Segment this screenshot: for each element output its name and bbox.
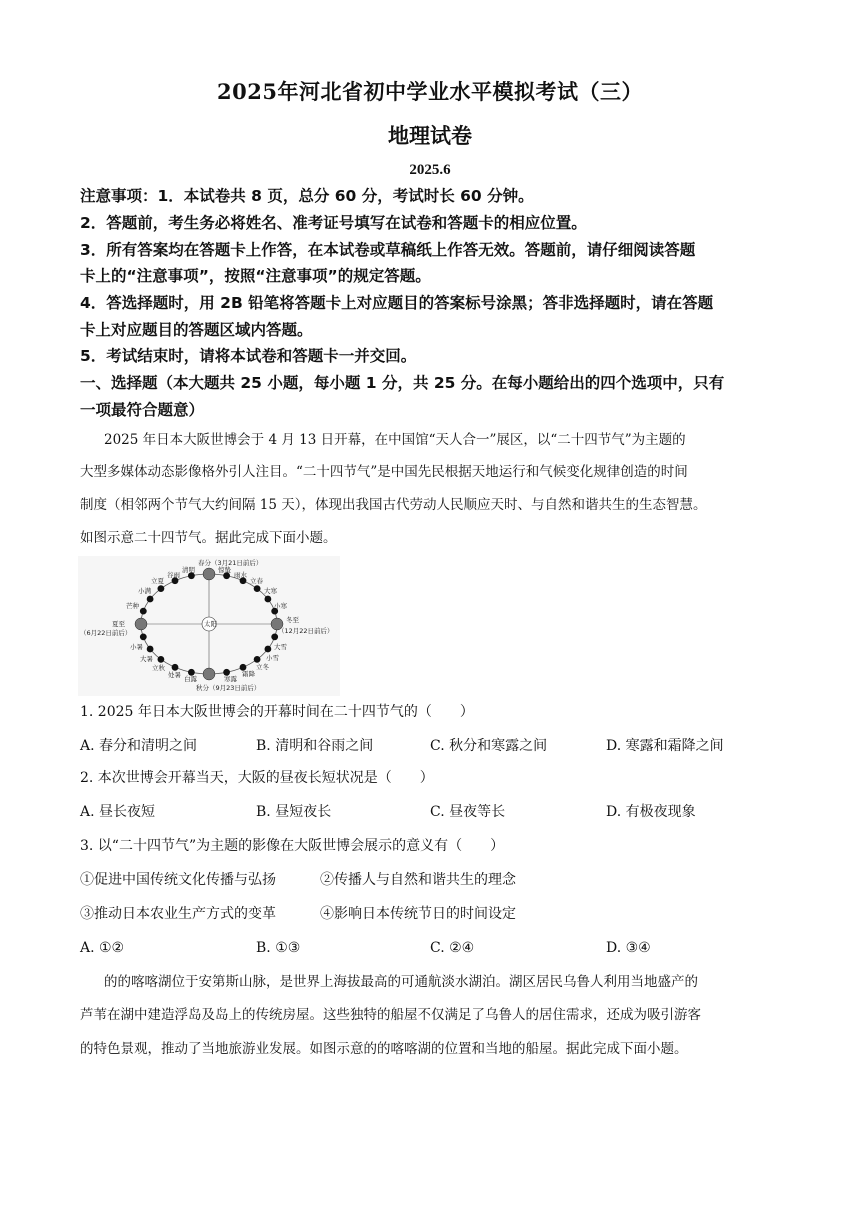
subject-title: 地理试卷 — [388, 123, 472, 148]
earth-chunfen-icon — [203, 568, 215, 580]
note-line: 注意事项：1．本试卷共 8 页，总分 60 分，考试时长 60 分钟。 — [80, 187, 534, 205]
question-1-option-c[interactable]: C. 秋分和寒露之间 — [430, 738, 548, 754]
passage-line: 的的喀喀湖位于安第斯山脉，是世界上海拔最高的可通航淡水湖泊。湖区居民乌鲁人利用当地盛产的 — [104, 974, 698, 990]
exam-title: 2025年河北省初中学业水平模拟考试（三） — [217, 79, 643, 104]
question-3-option-d[interactable]: D. ③④ — [606, 940, 651, 956]
question-2-option-d[interactable]: D. 有极夜现象 — [606, 804, 696, 820]
question-3-item: ②传播人与自然和谐共生的理念 — [320, 872, 516, 888]
exam-date: 2025.6 — [409, 162, 451, 178]
earth-qiufen-icon — [203, 668, 215, 680]
solar-term-dot — [140, 634, 147, 641]
question-3-stem: 3. 以“二十四节气”为主题的影像在大阪世博会展示的意义有（ ） — [80, 838, 505, 854]
solar-term-dot — [172, 664, 179, 671]
label-term: 小满 — [138, 587, 151, 595]
label-term: 谷雨 — [167, 571, 180, 579]
label-term: 小雪 — [266, 654, 279, 662]
question-1-option-d[interactable]: D. 寒露和霜降之间 — [606, 738, 724, 754]
question-3-item: ①促进中国传统文化传播与弘扬 — [80, 872, 276, 888]
label-term: 小暑 — [130, 643, 143, 651]
label-term: 白露 — [184, 675, 197, 683]
solar-term-dot — [265, 596, 272, 603]
label-term: 立春 — [250, 577, 263, 585]
label-term: 雨水 — [234, 571, 247, 579]
passage-line: 如图示意二十四节气。据此完成下面小题。 — [80, 530, 337, 546]
question-2-stem: 2. 本次世博会开幕当天，大阪的昼夜长短状况是（ ） — [80, 770, 434, 786]
solar-term-dot — [147, 596, 154, 603]
note-line: 卡上的“注意事项”，按照“注意事项”的规定答题。 — [80, 267, 431, 285]
label-term: 小寒 — [274, 602, 287, 610]
passage-line: 2025 年日本大阪世博会于 4 月 13 日开幕，在中国馆“天人合一”展区，以“二十四节气”为主题的 — [104, 432, 686, 448]
solar-term-dot — [158, 585, 165, 592]
label-dongzhi-date: （12月22日前后） — [278, 627, 334, 635]
passage-line: 大型多媒体动态影像格外引人注目。“二十四节气”是中国先民根据天地运行和气候变化规律创造的时间 — [80, 464, 688, 480]
solar-term-dot — [140, 608, 147, 615]
question-2-option-b[interactable]: B. 昼短夜长 — [256, 804, 332, 820]
solar-term-dot — [265, 646, 272, 653]
passage-line: 制度（相邻两个节气大约间隔 15 天），体现出我国古代劳动人民顺应天时、与自然和谐共生的生态智慧。 — [80, 497, 707, 513]
note-line: 2．答题前，考生务必将姓名、准考证号填写在试卷和答题卡的相应位置。 — [80, 214, 587, 232]
question-2-option-c[interactable]: C. 昼夜等长 — [430, 804, 506, 820]
solar-term-dot — [254, 656, 261, 663]
note-line: 5．考试结束时，请将本试卷和答题卡一并交回。 — [80, 347, 417, 365]
solar-term-dot — [254, 585, 261, 592]
label-term: 芒种 — [126, 602, 139, 610]
question-2-option-a[interactable]: A. 昼长夜短 — [80, 804, 156, 820]
solar-terms-figure — [78, 556, 340, 696]
section-heading: 一项最符合题意） — [80, 401, 205, 419]
label-dongzhi: 冬至 — [286, 616, 299, 624]
passage-line: 芦苇在湖中建造浮岛及岛上的传统房屋。这些独特的船屋不仅满足了乌鲁人的居住需求，还成为吸引游客 — [80, 1007, 701, 1023]
solar-term-dot — [147, 646, 154, 653]
label-term: 大暑 — [140, 655, 153, 663]
question-3-option-a[interactable]: A. ①② — [80, 940, 125, 956]
question-3-option-b[interactable]: B. ①③ — [256, 940, 301, 956]
solar-term-dot — [158, 656, 165, 663]
question-3-item: ④影响日本传统节日的时间设定 — [320, 906, 516, 922]
question-1-stem: 1. 2025 年日本大阪世博会的开幕时间在二十四节气的（ ） — [80, 704, 474, 720]
label-qiufen: 秋分（9月23日前后） — [196, 684, 261, 692]
label-term: 霜降 — [242, 670, 255, 678]
sun-label: 太阳 — [204, 620, 217, 628]
note-line: 4．答选择题时，用 2B 铅笔将答题卡上对应题目的答案标号涂黑；答非选择题时，请在答题 — [80, 294, 714, 312]
section-heading: 一、选择题（本大题共 25 小题，每小题 1 分，共 25 分。在每小题给出的四个选项中，只有 — [80, 374, 725, 392]
label-term: 清明 — [182, 566, 195, 574]
label-term: 立秋 — [152, 664, 165, 672]
label-xiazhi: 夏至 — [112, 620, 125, 628]
label-term: 寒露 — [224, 675, 237, 683]
question-3-item: ③推动日本农业生产方式的变革 — [80, 906, 276, 922]
label-term: 大寒 — [264, 587, 277, 595]
label-term: 大雪 — [274, 643, 287, 651]
label-term: 立冬 — [256, 663, 269, 671]
solar-terms-diagram — [78, 556, 340, 696]
label-term: 处暑 — [168, 671, 181, 679]
label-term: 立夏 — [151, 577, 164, 585]
label-xiazhi-date: （6月22日前后） — [80, 629, 132, 637]
question-1-option-b[interactable]: B. 清明和谷雨之间 — [256, 738, 374, 754]
label-chunfen: 春分（3月21日前后） — [198, 559, 263, 567]
passage-line: 的特色景观，推动了当地旅游业发展。如图示意的的喀喀湖的位置和当地的船屋。据此完成下面小题。 — [80, 1041, 688, 1057]
label-term: 惊蛰 — [218, 566, 231, 574]
note-line: 3．所有答案均在答题卡上作答，在本试卷或草稿纸上作答无效。答题前，请仔细阅读答题 — [80, 241, 696, 259]
earth-xiazhi-icon — [135, 618, 147, 630]
note-line: 卡上对应题目的答题区域内答题。 — [80, 321, 313, 339]
question-1-option-a[interactable]: A. 春分和清明之间 — [80, 738, 198, 754]
question-3-option-c[interactable]: C. ②④ — [430, 940, 475, 956]
